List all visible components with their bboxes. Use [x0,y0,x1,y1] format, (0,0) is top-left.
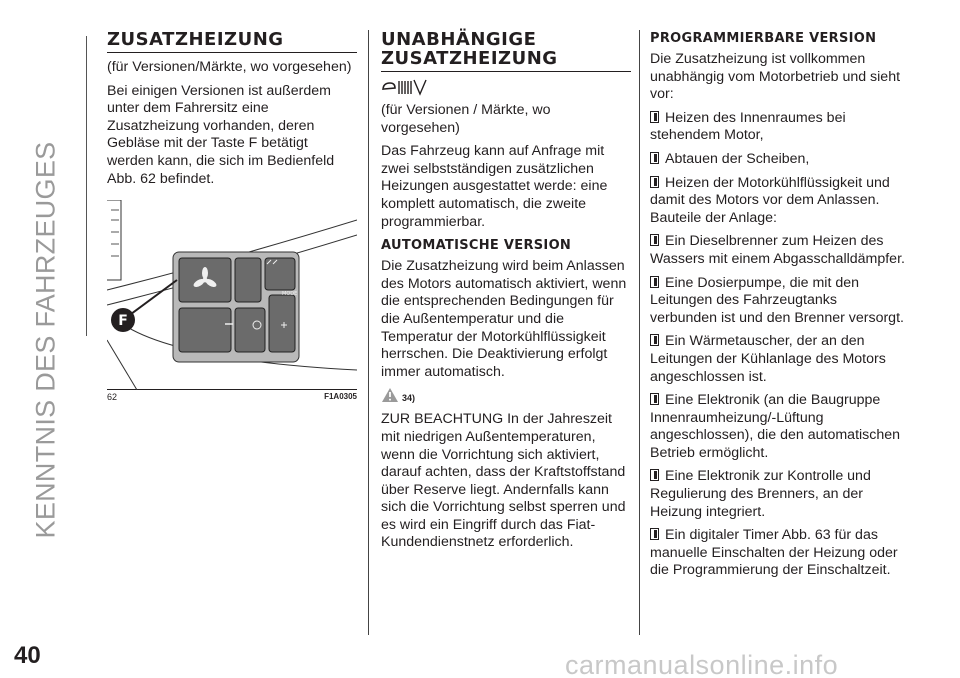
bullet-icon [650,111,659,123]
section-title-zusatzheizung: ZUSATZHEIZUNG [107,30,357,53]
bullet-icon [650,152,659,164]
bullet-icon [650,528,659,540]
intro-text: Das Fahrzeug kann auf Anfrage mit zwei selbstständigen zusätzlichen Heizungen ausgestattet werde: eine komplett automatisch, die zweite programmierbar. [381,143,608,230]
bullet-icon [650,234,659,246]
automatic-body: Die Zusatzheizung wird beim Anlassen des Motors automatisch aktiviert, wenn die entsprechenden Bedingungen für die Außentemperatur und die Temperatur der Motorkühlflüssigkeit herrschen. Die Deaktivierung erfolgt immer automatisch. [381,258,627,380]
bullet-icon [650,469,659,481]
list-item: Heizen der Motorkühlflüssigkeit und damit des Motors vor dem Anlassen. [650,174,890,209]
section-title-programmable: PROGRAMMIERBARE VERSION [650,31,877,46]
callout-f-label: F [118,313,128,330]
column-1 [107,30,357,402]
list-item: Ein digitaler Timer Abb. 63 für das manuelle Einschalten der Heizung oder die Programmierung der Einschaltzeit. [650,527,898,579]
list-item: Eine Dosierpumpe, die mit den Leitungen des Fahrzeugtanks verbunden ist und den Brenner versorgt. [650,274,904,326]
warning-number: 34) [402,393,416,404]
availability-note: (für Versionen/Märkte, wo vorgesehen) [107,59,352,75]
section-title-unabhaengige: UNABHÄNGIGE ZUSATZHEIZUNG [381,30,631,72]
list-item: Eine Elektronik zur Kontrolle und Regulierung des Brenners, an der Heizung integriert. [650,468,871,520]
watermark-url: carmanualsonline.info [565,650,839,678]
bullet-icon [650,393,659,405]
bullet-icon [650,176,659,188]
figure-62 [107,200,357,390]
list-item: Ein Dieselbrenner zum Heizen des Wassers mit einem Abgasschalldämpfer. [650,233,905,267]
figure-caption [107,390,357,402]
figure-code: F1A0305 [324,392,357,402]
page-number: 40 [14,642,41,669]
list-item: Heizen des Innenraumes bei stehendem Motor, [650,109,846,144]
warning-reference [381,387,631,403]
column-3 [650,30,905,586]
eco-symbol-icon [381,78,631,98]
column-divider-1 [368,30,369,635]
body-text: Bei einigen Versionen ist außerdem unter dem Fahrersitz eine Zusatzheizung vorhanden, deren Gebläse mit der Taste F betätigt werden kann, die sich im Bedienfeld Abb. 62 befindet. [107,82,335,187]
warning-triangle-icon [381,387,399,403]
column-divider-2 [639,30,640,635]
list-item: Ein Wärmetauscher, der an den Leitungen der Kühlanlage des Motors angeschlossen ist. [650,333,886,385]
list-item: Eine Elektronik (an die Baugruppe Innenraumheizung/-Lüftung angeschlossen), die den automatischen Betrieb ermöglicht. [650,392,901,461]
column-2 [381,30,631,560]
bullet-icon [650,334,659,346]
intro-text: Die Zusatzheizung ist vollkommen unabhängig vom Motorbetrieb und sieht vor: [650,51,901,103]
caution-text: ZUR BEACHTUNG In der Jahreszeit mit niedrigen Außentemperaturen, wenn die Vorrichtung sich aktiviert, darauf achten, dass der Kraftstoffstand über Reserve liegt. Andernfalls kann sich die Vorrichtung selbst sperren und es wird ein Eingriff durch das Fiat-Kundendienstnetz erforderlich. [381,411,626,551]
parts-intro: Bauteile der Anlage: [650,209,777,226]
sidebar-rule [86,36,87,336]
chapter-title: KENNTNIS DES FAHRZEUGES [30,141,61,539]
bullet-icon [650,276,659,288]
list-item: Abtauen der Scheiben, [650,151,905,169]
figure-number: 62 [107,392,118,403]
control-panel-illustration [107,200,357,390]
section-title-automatic: AUTOMATISCHE VERSION [381,238,572,254]
availability-note: (für Versionen / Märkte, wo vorgesehen) [381,102,551,136]
mode-label: MODE [282,291,298,298]
